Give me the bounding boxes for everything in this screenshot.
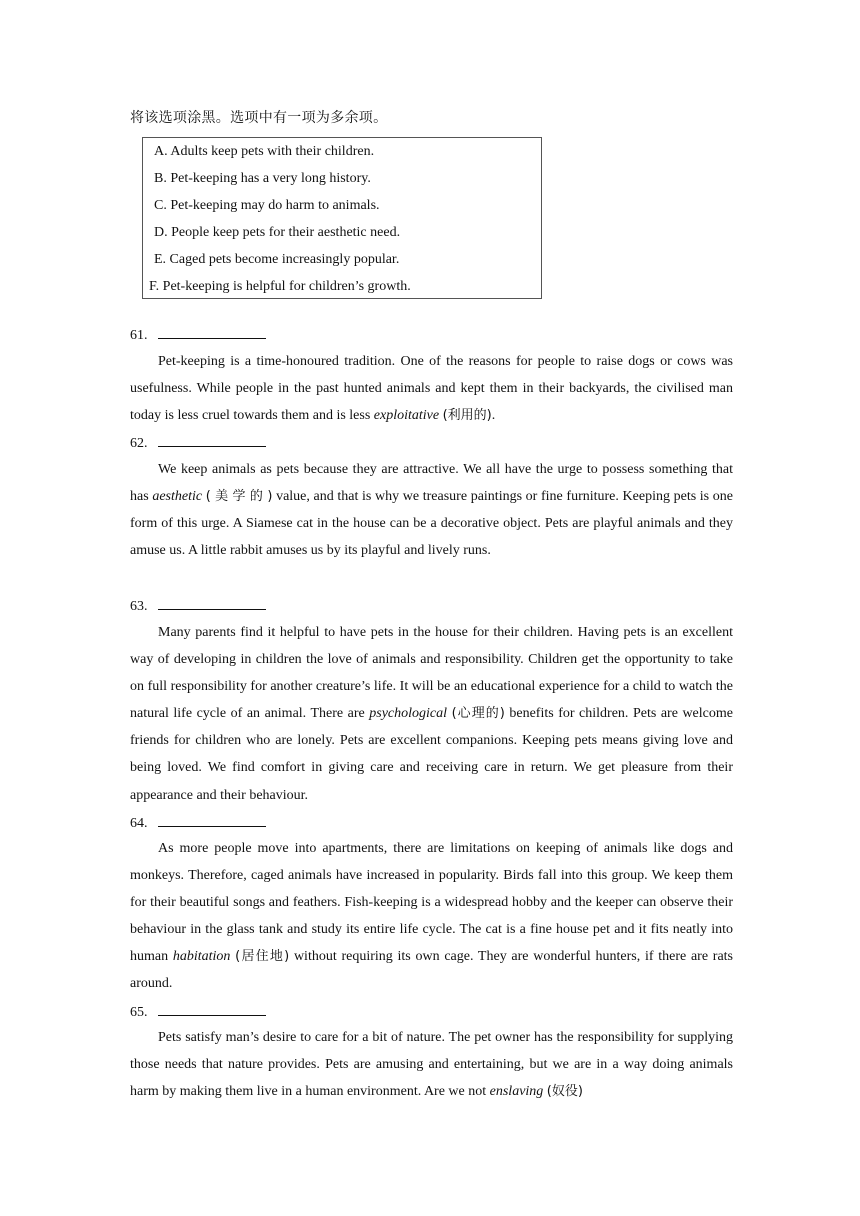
option-b: B. Pet-keeping has a very long history. xyxy=(154,171,371,186)
answer-blank[interactable] xyxy=(158,1003,266,1016)
paragraph-text: without requiring its own cage. They are wonderful hunters, if there are rats around. xyxy=(130,949,733,992)
question-number: 61. xyxy=(130,328,148,343)
paragraph-text: As more people move into apartments, there are limitations on keeping of animals like dogs and monkeys. Therefore, caged animals have increased in popularity. Birds fall into this group. We keep them for their beautiful songs and feathers. Fish-keeping is a widespread hobby and the keeper can observe their behaviour in the glass tank and study its entire life cycle. The cat is a fine house pet and it fits neatly into human xyxy=(130,841,733,965)
options-box xyxy=(142,137,542,299)
option-d: D. People keep pets for their aesthetic need. xyxy=(154,225,401,240)
paragraph-62 xyxy=(130,456,733,564)
chinese-gloss: (居住地) xyxy=(235,949,290,965)
paragraph-text: Pet-keeping is a time-honoured tradition. One of the reasons for people to raise dogs or cows was usefulness. While people in the past hunted animals and kept them in their backyards, the civilised man today is less cruel towards them and is less xyxy=(130,354,733,424)
chinese-gloss: (利用的) xyxy=(442,408,492,424)
paragraph-text: . xyxy=(491,408,496,424)
question-number: 62. xyxy=(130,436,148,451)
chinese-gloss: ( 美 学 的 ) xyxy=(205,489,273,505)
question-62 xyxy=(130,434,266,452)
paragraph-text: Many parents find it helpful to have pets in the house for their children. Having pets is an excellent way of developing in children the love of animals and responsibility. Children get the opportunity to take on full responsibility for another creature’s life. It will be an educational experience for a child to watch the natural life cycle of an animal. There are xyxy=(130,625,733,722)
question-61 xyxy=(130,326,266,344)
answer-blank[interactable] xyxy=(158,326,266,339)
question-65 xyxy=(130,1003,266,1021)
paragraph-63 xyxy=(130,619,733,809)
paragraph-text: Pets satisfy man’s desire to care for a bit of nature. The pet owner has the responsibility for supplying those needs that nature provides. Pets are amusing and entertaining, but we are in a way doing animals harm by making them live in a human environment. Are we not xyxy=(130,1030,733,1100)
glossed-term: exploitative xyxy=(373,408,440,424)
option-c: C. Pet-keeping may do harm to animals. xyxy=(154,198,380,213)
glossed-term: aesthetic xyxy=(152,489,203,505)
glossed-term: enslaving xyxy=(489,1084,544,1100)
option-e: E. Caged pets become increasingly popular. xyxy=(154,252,400,267)
glossed-term: psychological xyxy=(369,706,448,722)
instruction-text: 将该选项涂黑。选项中有一项为多余项。 xyxy=(130,110,388,126)
paragraph-64 xyxy=(130,835,733,998)
chinese-gloss: (心理的) xyxy=(451,706,505,722)
answer-blank[interactable] xyxy=(158,814,266,827)
question-number: 65. xyxy=(130,1005,148,1020)
answer-blank[interactable] xyxy=(158,434,266,447)
paragraph-65 xyxy=(130,1024,733,1105)
option-f: F. Pet-keeping is helpful for children’s growth. xyxy=(149,279,411,294)
paragraph-text: We keep animals as pets because they are attractive. We all have the urge to possess something that has xyxy=(130,462,733,505)
paragraph-61 xyxy=(130,348,733,429)
paragraph-text: value, and that is why we treasure paintings or fine furniture. Keeping pets is one form of this urge. A Siamese cat in the house can be a decorative object. Pets are playful animals and they amuse us. A little rabbit amuses us by its playful and lively runs. xyxy=(130,489,733,559)
chinese-gloss: (奴役) xyxy=(546,1084,583,1100)
answer-blank[interactable] xyxy=(158,597,266,610)
glossed-term: habitation xyxy=(172,949,231,965)
question-number: 63. xyxy=(130,599,148,614)
option-a: A. Adults keep pets with their children. xyxy=(154,144,375,159)
question-63 xyxy=(130,597,266,615)
question-number: 64. xyxy=(130,816,148,831)
question-64 xyxy=(130,814,266,832)
paragraph-text: benefits for children. Pets are welcome friends for children who are lonely. Pets are excellent companions. Keeping pets means giving love and being loved. We find comfort in giving care and receiving care in return. We get pleasure from their appearance and their behaviour. xyxy=(130,706,733,803)
